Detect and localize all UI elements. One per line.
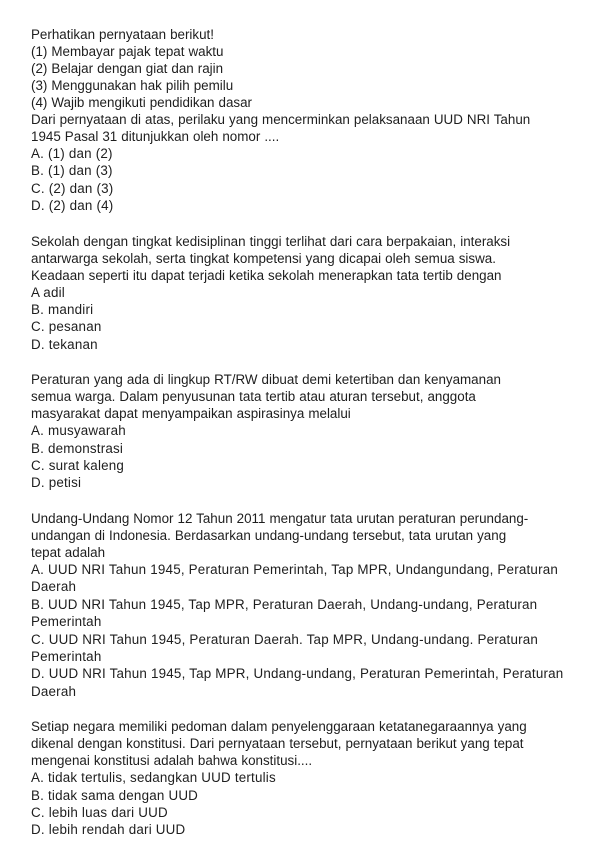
statement-item: (4) Wajib mengikuti pendidikan dasar: [31, 95, 253, 110]
answer-option-c[interactable]: C. (2) dan (3): [31, 180, 114, 196]
answer-option-a[interactable]: A. tidak tertulis, sedangkan UUD tertulis: [31, 770, 276, 786]
answer-option-b[interactable]: B. demonstrasi: [31, 440, 124, 456]
question-3: [31, 371, 579, 492]
answer-option-a[interactable]: A. musyawarah: [31, 423, 126, 439]
question-text-line: Setiap negara memiliki pedoman dalam penyelenggaraan ketatanegaraannya yang: [31, 719, 527, 735]
statement-item: (3) Menggunakan hak pilih pemilu: [31, 78, 234, 93]
answer-option-b[interactable]: B. tidak sama dengan UUD: [31, 787, 199, 803]
answer-option-a[interactable]: A adil: [31, 284, 65, 300]
answer-option-d[interactable]: D. UUD NRI Tahun 1945, Tap MPR, Undang-undang, Peraturan Pemerintah, Peraturan Daerah: [31, 666, 564, 699]
question-text-line: undangan di Indonesia. Berdasarkan undang-undang tersebut, tata urutan yang: [31, 527, 507, 543]
question-text-line: Dari pernyataan di atas, perilaku yang mencerminkan pelaksanaan UUD NRI Tahun: [31, 112, 531, 127]
question-text-line: masyarakat dapat menyampaikan aspirasinya melalui: [31, 406, 351, 422]
question-5: [31, 718, 579, 839]
question-text-line: Perhatikan pernyataan berikut!: [31, 27, 214, 42]
answer-option-d[interactable]: D. (2) dan (4): [31, 198, 114, 214]
question-1: [31, 26, 579, 215]
question-text-line: antarwarga sekolah, serta tingkat kompetensi yang dicapai oleh semua siswa.: [31, 250, 496, 266]
answer-option-c[interactable]: C. surat kaleng: [31, 458, 125, 474]
question-text-line: dikenal dengan konstitusi. Dari pernyataan tersebut, pernyataan berikut yang tepat: [31, 736, 524, 752]
answer-option-c[interactable]: C. UUD NRI Tahun 1945, Peraturan Daerah. Tap MPR, Undang-undang. Peraturan Pemerintah: [31, 631, 539, 664]
question-text-line: semua warga. Dalam penyusunan tata tertib atau aturan tersebut, anggota: [31, 389, 476, 405]
worksheet: [31, 26, 579, 857]
question-4: [31, 510, 579, 700]
question-text-line: Peraturan yang ada di lingkup RT/RW dibuat demi ketertiban dan kenyamanan: [31, 372, 501, 388]
question-2: [31, 233, 579, 354]
answer-option-a[interactable]: A. UUD NRI Tahun 1945, Peraturan Pemerintah, Tap MPR, Undangundang, Peraturan Daerah: [31, 561, 559, 595]
statement-item: (1) Membayar pajak tepat waktu: [31, 44, 224, 59]
answer-option-b[interactable]: B. UUD NRI Tahun 1945, Tap MPR, Peraturan Daerah, Undang-undang, Peraturan Pemerintah: [31, 596, 538, 630]
answer-option-b[interactable]: B. mandiri: [31, 302, 94, 318]
question-text-line: mengenai konstitusi adalah bahwa konstitusi....: [31, 753, 313, 769]
answer-option-d[interactable]: D. lebih rendah dari UUD: [31, 822, 186, 838]
answer-option-a[interactable]: A. (1) dan (2): [31, 146, 113, 161]
answer-option-d[interactable]: D. tekanan: [31, 336, 98, 352]
answer-option-d[interactable]: D. petisi: [31, 475, 82, 491]
answer-option-c[interactable]: C. lebih luas dari UUD: [31, 804, 168, 820]
statement-item: (2) Belajar dengan giat dan rajin: [31, 61, 224, 76]
question-text-line: 1945 Pasal 31 ditunjukkan oleh nomor ....: [31, 129, 280, 144]
answer-option-b[interactable]: B. (1) dan (3): [31, 163, 113, 179]
question-text-line: Undang-Undang Nomor 12 Tahun 2011 mengatur tata urutan peraturan perundang-: [31, 510, 529, 526]
answer-option-c[interactable]: C. pesanan: [31, 319, 102, 335]
question-text-line: Sekolah dengan tingkat kedisiplinan tinggi terlihat dari cara berpakaian, interaksi: [31, 233, 511, 249]
question-text-line: Keadaan seperti itu dapat terjadi ketika sekolah menerapkan tata tertib dengan: [31, 267, 502, 283]
question-text-line: tepat adalah: [31, 544, 106, 560]
